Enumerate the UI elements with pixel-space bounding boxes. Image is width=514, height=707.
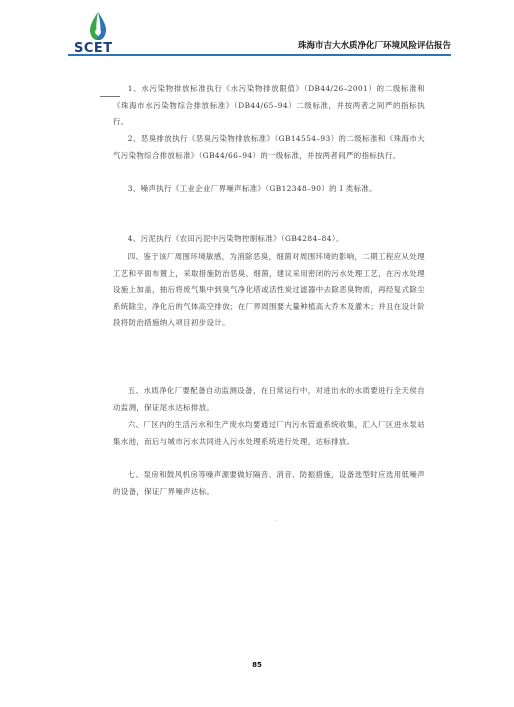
paragraph-5: 四、鉴于该厂周围环境敏感，为消除恶臭，细菌对周围环境的影响，二期工程应从处理工艺和平面布置上，采取措施防治恶臭、细菌，建议采用密闭的污水处理工艺，在污水处理设施上加盖，抽后将废气集中到臭气净化塔或活性炭过滤器中去除恶臭物质，再经复式除尘系统除尘，净化后的气体高空排放；在厂界周围要大量种植高大乔木及灌木；并且在设计阶段将防治措施纳入项目初步设计。: [113, 252, 425, 327]
paragraph-8: 七、泵房和鼓风机房等噪声源要做好隔音、消音、防振措施，设备选型时应选用低噪声的设备，保证厂界噪声达标。: [113, 470, 425, 496]
page-number: 85: [252, 661, 262, 669]
paragraph-3: 3、噪声执行《工业企业厂界噪声标准》（GB12348–90）的 I 类标准。: [127, 184, 377, 193]
paragraph-6: 五、水质净化厂要配备自动监测设备，在日常运行中，对进出水的水质要进行全天侯自动监测，保证尾水达标排放。: [113, 386, 425, 412]
paragraph-2: 2、恶臭排放执行《恶臭污染物排放标准》（GB14554–93）的二级标准和《珠海市大气污染物综合排放标准》（GB44/66–94）的一级标准，并按两者间严的指标执行。: [113, 134, 425, 160]
logo-text: SCET: [74, 41, 113, 56]
scanned-page-body: [113, 81, 425, 501]
page-header: [0, 0, 514, 60]
paragraph-4: 4、污泥执行《农田污泥中污染物控制标准》（GB4284–84）。: [127, 234, 344, 243]
scan-speck: ·: [275, 518, 277, 525]
paragraph-1: 1、水污染物排放标准执行《水污染物排放限值》（DB44/26–2001）的二级标准和《珠海市水污染物综合排放标准》（DB44/65–94）二级标准，并按两者之间严的指标执行。: [113, 84, 425, 126]
report-title: 珠海市吉大水质净化厂环境风险评估报告: [297, 41, 451, 51]
header-divider: [68, 54, 451, 56]
paragraph-7: 六、厂区内的生活污水和生产废水均要通过厂内污水管道系统收集，汇入厂区进水泵站集水池，而后与城市污水共同进入污水处理系统进行处理，达标排放。: [113, 420, 425, 446]
